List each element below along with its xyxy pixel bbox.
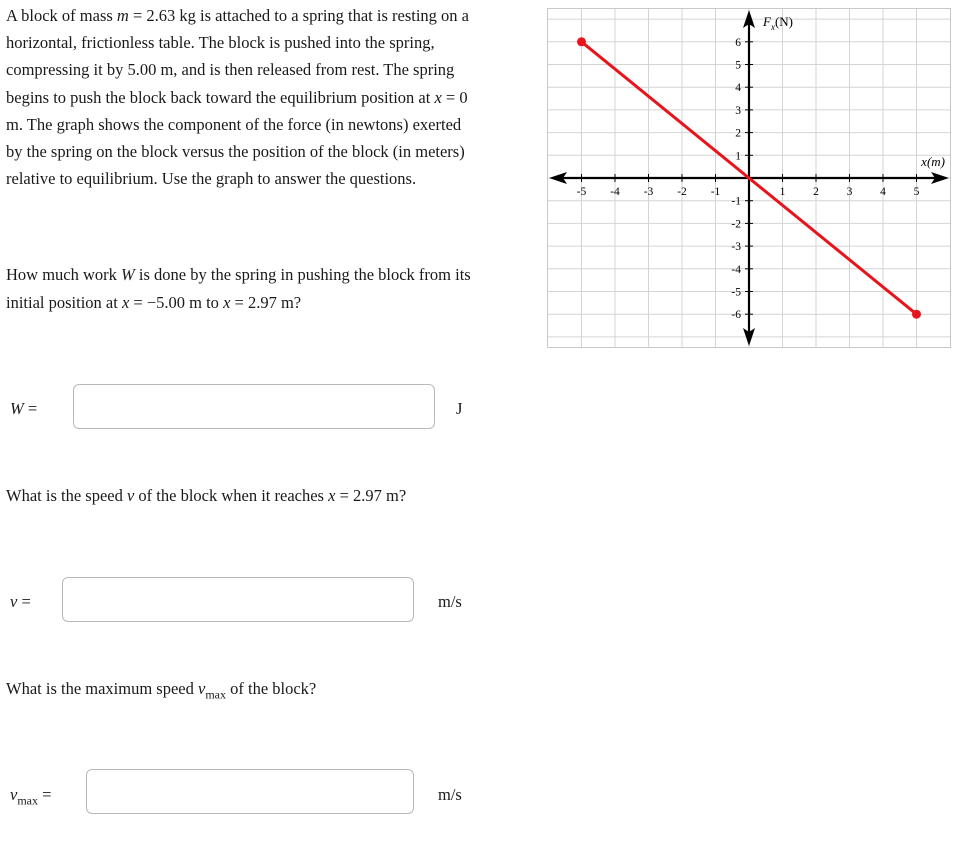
x-tick-label: 1 (779, 186, 786, 198)
y-axis-label-sub: x (770, 22, 775, 32)
max-speed-label: $v_{max}$ = (10, 785, 52, 808)
data-point (912, 310, 921, 319)
y-tick-label: -4 (731, 263, 741, 276)
work-label: W = (10, 399, 38, 418)
x-tick-label: 2 (813, 186, 819, 198)
y-tick-label: 4 (735, 82, 741, 95)
max-speed-unit: m/s (438, 785, 462, 804)
y-tick-label: -3 (731, 241, 741, 254)
x-tick-label: -1 (710, 186, 721, 198)
y-tick-label: 1 (735, 150, 741, 163)
x-tick-label: 3 (846, 186, 853, 198)
x-tick-label: -5 (576, 186, 587, 198)
y-tick-label: -2 (731, 218, 741, 231)
speed-input[interactable] (62, 577, 414, 622)
y-axis-label-main: F (763, 14, 771, 29)
question-max-speed: What is the maximum speed $v_{max}$ of the block? (6, 679, 317, 702)
y-tick-label: -6 (731, 309, 741, 322)
y-tick-label: 2 (735, 127, 741, 140)
force-position-graph (547, 8, 951, 348)
x-tick-label: 4 (880, 186, 886, 198)
y-tick-label: -1 (731, 195, 741, 208)
data-point (577, 37, 586, 46)
x-tick-label: 5 (913, 186, 920, 198)
y-tick-label: 6 (735, 36, 741, 49)
speed-label: v = (10, 592, 31, 611)
y-tick-label: 5 (735, 59, 741, 72)
max-speed-input[interactable] (86, 769, 414, 814)
problem-intro: A block of mass m = 2.63 kg is attached to a spring that is resting on a horizontal, frictionless table. The block is pushed into the spring, compressing it by 5.00 m, and is then released from rest. The spring begins to push the block back toward the equilibrium position at x = 0 m. The graph shows the component of the force (in newtons) exerted by the spring on the block versus the position of the block (in meters) relative to equilibrium. Use the graph to answer the questions. (6, 6, 470, 189)
y-axis-label-unit: (N) (774, 14, 793, 29)
y-tick-label: 3 (735, 104, 741, 117)
x-tick-label: -4 (610, 186, 620, 198)
work-input[interactable] (73, 384, 435, 429)
work-unit: J (456, 399, 463, 418)
x-axis-label: x(m) (921, 154, 945, 169)
question-speed: What is the speed v of the block when it reaches x = 2.97 m? (6, 486, 407, 505)
y-tick-label: -5 (731, 286, 741, 299)
x-tick-label: -3 (643, 186, 654, 198)
question-work: How much work W is done by the spring in pushing the block from its initial position at x = −5.00 m to x = 2.97 m? (6, 265, 471, 312)
x-tick-label: -2 (677, 186, 687, 198)
speed-unit: m/s (438, 592, 462, 611)
